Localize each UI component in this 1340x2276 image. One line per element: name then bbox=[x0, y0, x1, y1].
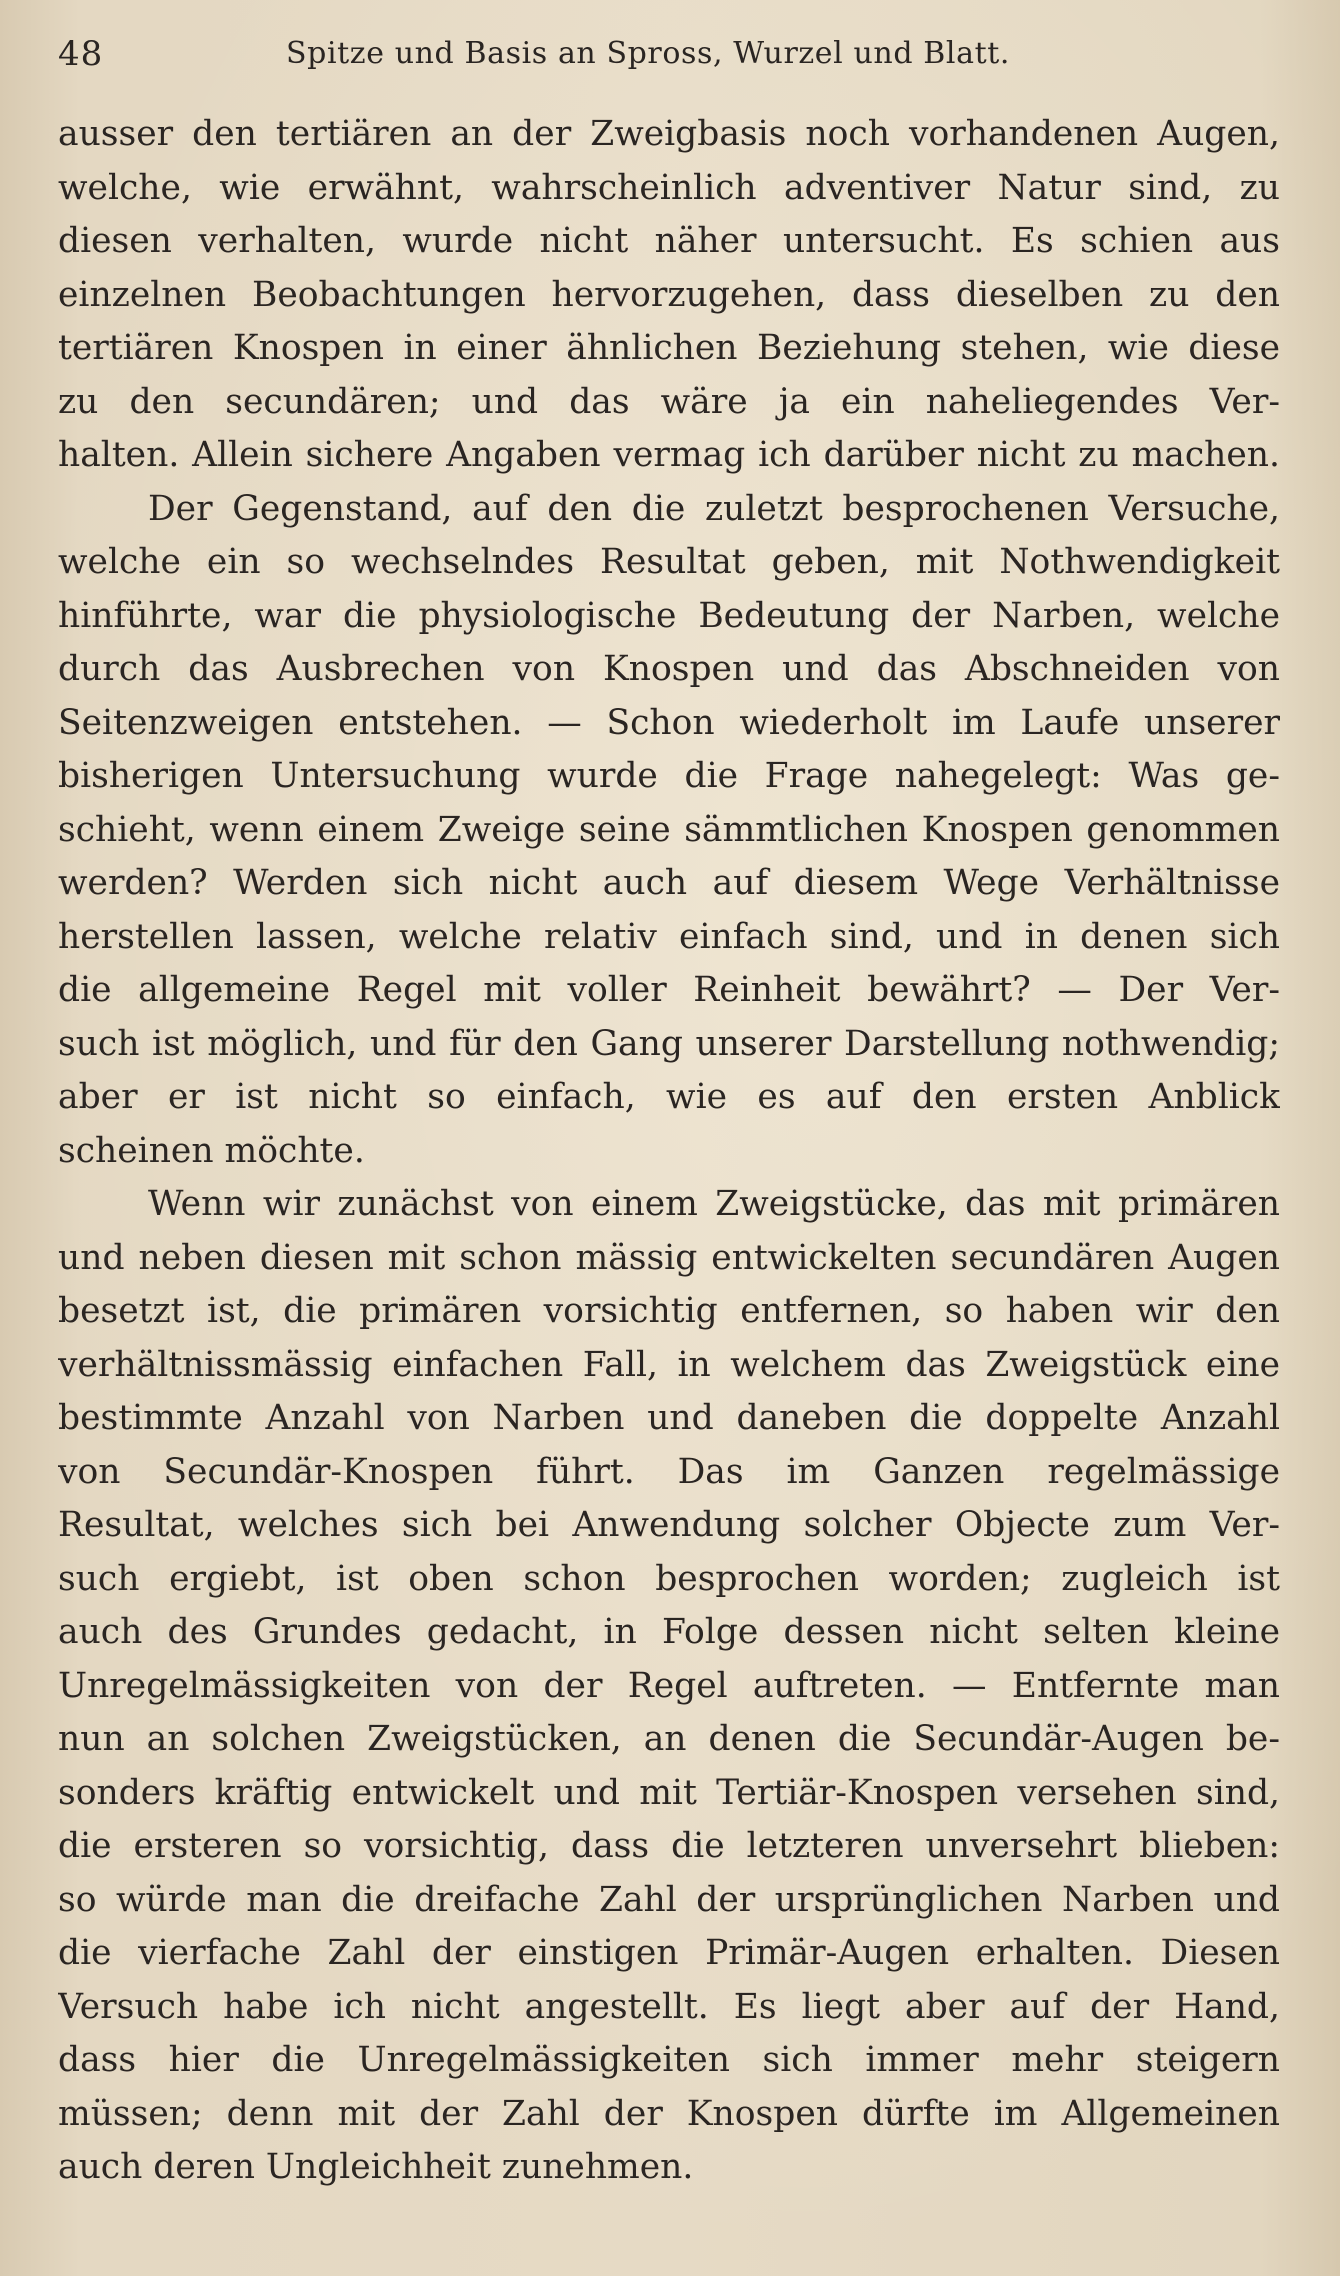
text-line: von Secundär-Knospen führt. Das im Ganzen regelmässige bbox=[58, 1451, 1280, 1492]
text-line: bestimmte Anzahl von Narben und daneben die doppelte Anzahl bbox=[58, 1398, 1280, 1438]
text-line: durch das Ausbrechen von Knospen und das Abschneiden von bbox=[58, 649, 1280, 689]
text-line: werden? Werden sich nicht auch auf diesem Wege Verhältnisse bbox=[58, 863, 1280, 903]
text-line: die allgemeine Regel mit voller Reinheit bewährt? — Der Ver- bbox=[58, 970, 1280, 1010]
text-line: tertiären Knospen in einer ähnlichen Beziehung stehen, wie diese bbox=[58, 328, 1280, 368]
paragraph-3 bbox=[58, 1178, 1280, 2195]
text-line: schieht, wenn einem Zweige seine sämmtlichen Knospen genommen bbox=[58, 809, 1280, 850]
text-line: Versuch habe ich nicht angestellt. Es liegt aber auf der Hand, bbox=[58, 1986, 1280, 2027]
text-line: auch des Grundes gedacht, in Folge dessen nicht selten kleine bbox=[58, 1612, 1280, 1652]
text-line: hinführte, war die physiologische Bedeutung der Narben, welche bbox=[58, 595, 1280, 636]
text-line: besetzt ist, die primären vorsichtig entfernen, so haben wir den bbox=[58, 1291, 1280, 1331]
text-line: welche, wie erwähnt, wahrscheinlich adventiver Natur sind, zu bbox=[58, 167, 1280, 208]
text-line: die vierfache Zahl der einstigen Primär-Augen erhalten. Diesen bbox=[58, 1933, 1280, 1973]
text-line: Wenn wir zunächst von einem Zweigstücke, das mit primären bbox=[148, 1184, 1280, 1224]
text-line: such ist möglich, und für den Gang unserer Darstellung nothwendig; bbox=[58, 1023, 1280, 1064]
text-line: Resultat, welches sich bei Anwendung solcher Objecte zum Ver- bbox=[58, 1505, 1280, 1545]
text-line: sonders kräftig entwickelt und mit Tertiär-Knospen versehen sind, bbox=[58, 1772, 1280, 1813]
text-line: auch deren Ungleichheit zunehmen. bbox=[58, 2147, 694, 2187]
page-header bbox=[58, 30, 1280, 80]
text-line: halten. Allein sichere Angaben vermag ich darüber nicht zu machen. bbox=[58, 435, 1280, 475]
page-number: 48 bbox=[58, 34, 104, 74]
paragraph-2 bbox=[58, 483, 1280, 1179]
text-line: die ersteren so vorsichtig, dass die letzteren unversehrt blieben: bbox=[58, 1826, 1280, 1866]
text-line: scheinen möchte. bbox=[58, 1130, 365, 1171]
text-line: ausser den tertiären an der Zweigbasis noch vorhandenen Augen, bbox=[58, 114, 1280, 154]
paragraph-1 bbox=[58, 108, 1280, 483]
text-line: verhältnissmässig einfachen Fall, in welchem das Zweigstück eine bbox=[58, 1344, 1280, 1385]
text-line: einzelnen Beobachtungen hervorzugehen, dass dieselben zu den bbox=[58, 274, 1280, 315]
body-text bbox=[58, 108, 1280, 2195]
text-line: aber er ist nicht so einfach, wie es auf den ersten Anblick bbox=[58, 1077, 1280, 1117]
text-line: Der Gegenstand, auf den die zuletzt besprochenen Versuche, bbox=[148, 488, 1280, 529]
running-title: Spitze und Basis an Spross, Wurzel und Blatt. bbox=[286, 36, 1011, 71]
text-line: zu den secundären; und das wäre ja ein naheliegendes Ver- bbox=[58, 381, 1280, 422]
text-line: nun an solchen Zweigstücken, an denen die Secundär-Augen be- bbox=[58, 1719, 1280, 1759]
text-line: so würde man die dreifache Zahl der ursprünglichen Narben und bbox=[58, 1879, 1280, 1920]
text-line: Seitenzweigen entstehen. — Schon wiederholt im Laufe unserer bbox=[58, 702, 1280, 743]
text-line: welche ein so wechselndes Resultat geben, mit Nothwendigkeit bbox=[58, 542, 1280, 582]
text-line: und neben diesen mit schon mässig entwickelten secundären Augen bbox=[58, 1237, 1280, 1278]
text-line: such ergiebt, ist oben schon besprochen worden; zugleich ist bbox=[58, 1558, 1280, 1599]
text-line: diesen verhalten, wurde nicht näher untersucht. Es schien aus bbox=[58, 221, 1280, 261]
text-line: dass hier die Unregelmässigkeiten sich immer mehr steigern bbox=[58, 2040, 1280, 2080]
text-line: müssen; denn mit der Zahl der Knospen dürfte im Allgemeinen bbox=[58, 2093, 1280, 2134]
text-line: herstellen lassen, welche relativ einfach sind, und in denen sich bbox=[58, 916, 1280, 957]
text-line: Unregelmässigkeiten von der Regel auftreten. — Entfernte man bbox=[58, 1665, 1280, 1706]
text-line: bisherigen Untersuchung wurde die Frage nahegelegt: Was ge- bbox=[58, 756, 1280, 796]
